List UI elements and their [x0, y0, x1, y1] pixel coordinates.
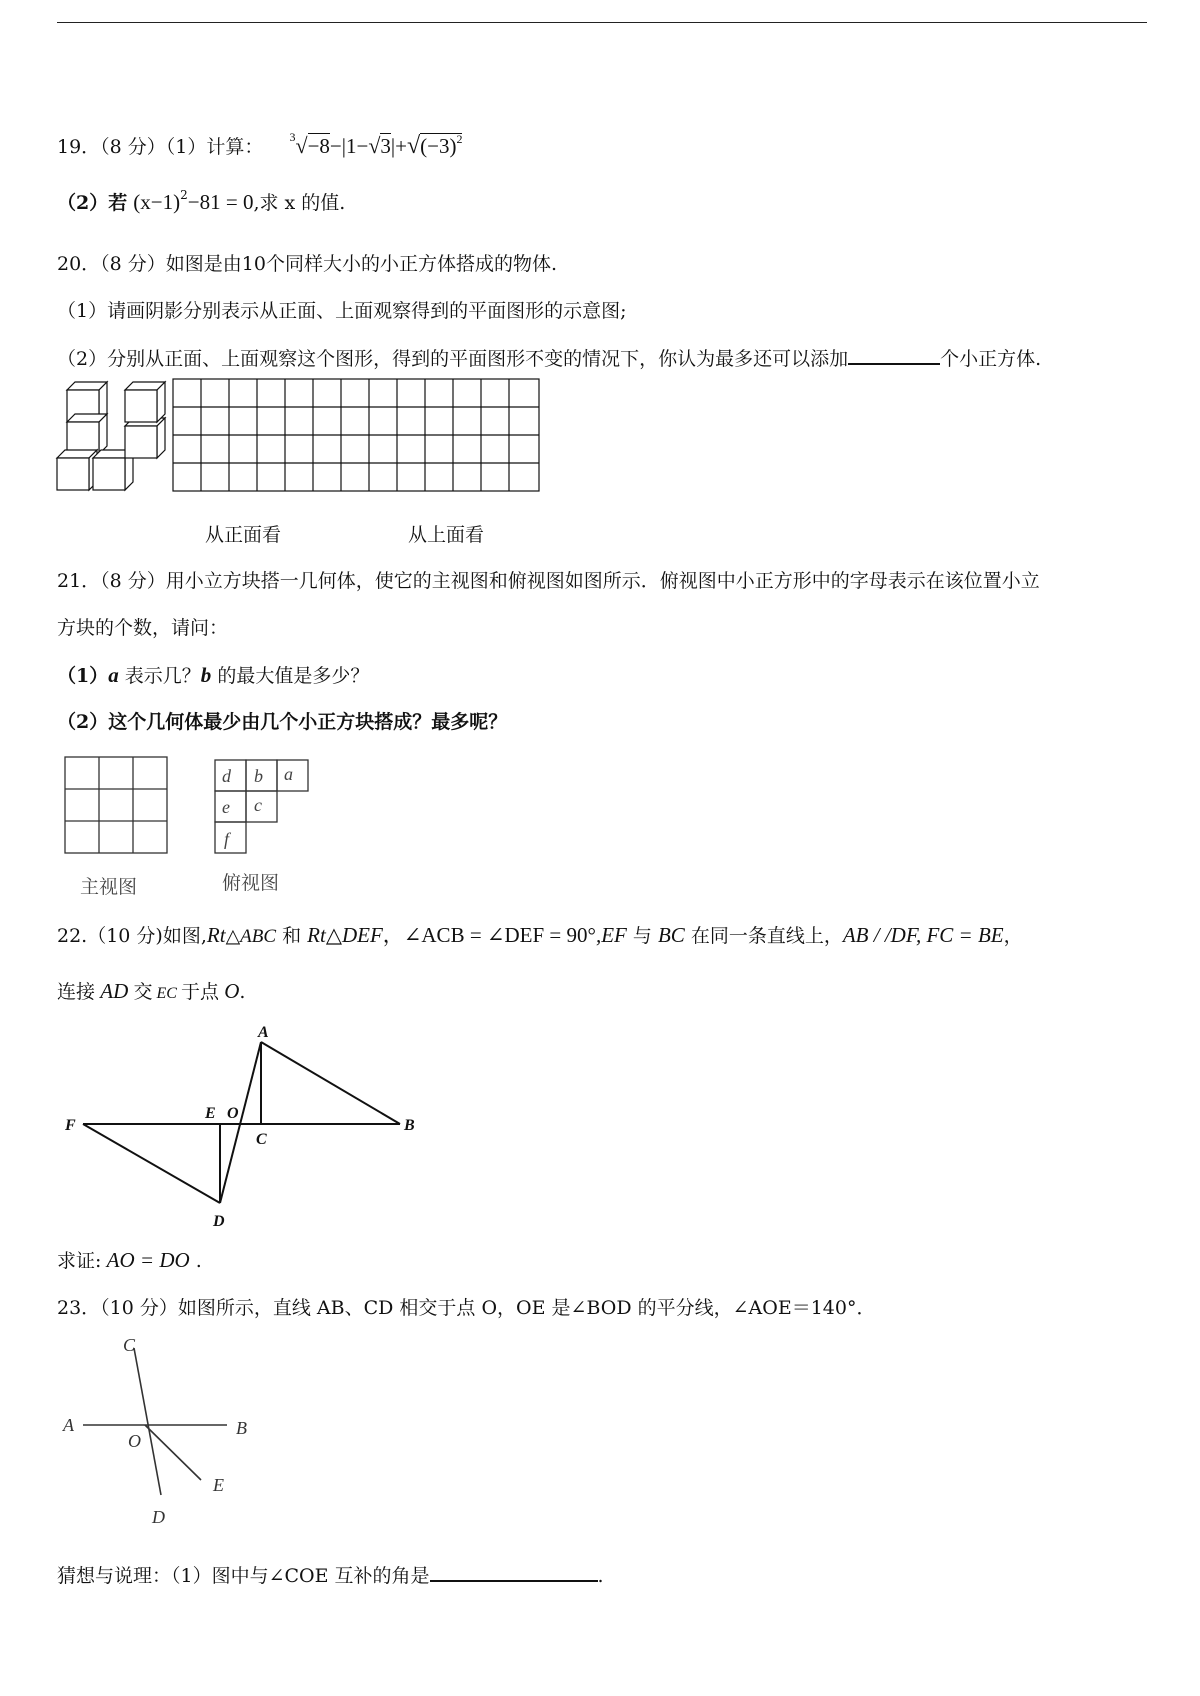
cube — [67, 414, 107, 454]
abs-close: |+ — [390, 134, 407, 158]
label-E: E — [205, 1105, 216, 1122]
q22-same-line: 在同一条直线上， — [684, 925, 843, 947]
q22-figure — [55, 1020, 435, 1240]
q22-he: 和 — [276, 925, 308, 947]
blank-grid — [173, 379, 539, 491]
q19-p2-exp: 2 — [180, 188, 188, 202]
q23-guess — [57, 1562, 604, 1589]
abs-open: −|1− — [329, 134, 369, 158]
q19-p2-expr: (x−1) — [133, 190, 181, 214]
q22-stem-line2 — [57, 978, 245, 1007]
q19-part1 — [57, 124, 462, 160]
q21-p1-text2: 的最大值是多少？ — [211, 665, 370, 687]
label-A: A — [258, 1024, 269, 1041]
cell-e: e — [222, 797, 230, 817]
caption-main-view: 主视图 — [80, 876, 138, 898]
q20-figure — [55, 378, 545, 508]
q23-figure — [55, 1335, 275, 1535]
parallel-eq: AB / /DF, FC = BE — [842, 923, 1004, 947]
cell-c: c — [254, 795, 262, 815]
q22-connect: 连接 — [57, 981, 96, 1003]
q22-stem-line1 — [57, 922, 1023, 950]
q19-part2 — [57, 182, 345, 216]
label-C: C — [123, 1335, 136, 1355]
q22-end: . — [239, 981, 246, 1003]
q22-proof-label: 求证: — [57, 1250, 102, 1272]
cbrt-index: 3 — [289, 130, 296, 144]
seg-ec: EC — [152, 985, 181, 1002]
q23-lines — [83, 1348, 227, 1495]
seg-ef: ,EF — [595, 923, 627, 947]
rt1: Rt — [206, 923, 226, 947]
q22-label: 22.（10 分)如图, — [57, 925, 207, 947]
sqrt-exp: 2 — [456, 132, 463, 146]
cell-a: a — [284, 764, 293, 784]
q22-proof — [57, 1247, 202, 1274]
sqrt-radicand: (−3) — [420, 134, 457, 158]
q20-p2-text: （2）分别从正面、上面观察这个图形，得到的平面图形不变的情况下，你认为最多还可以添加 — [57, 348, 849, 370]
point-o: O — [219, 979, 240, 1003]
angle-eq: ，∠ACB = ∠DEF = 90° — [382, 923, 596, 947]
label-O: O — [128, 1431, 141, 1451]
tri-def: Rt△DEF — [307, 923, 383, 947]
label-C: C — [256, 1131, 267, 1148]
cell-b: b — [254, 766, 263, 786]
label-F: F — [65, 1117, 76, 1134]
cell-d: d — [222, 766, 231, 786]
q19-expression: $^3√-8-|1-√3|+√(-3)^2$ — [289, 130, 463, 159]
q20-part2 — [57, 345, 1041, 372]
label-D: D — [213, 1213, 225, 1230]
cube — [125, 418, 165, 458]
q21-part2 — [57, 709, 507, 735]
label-D: D — [152, 1507, 165, 1527]
caption-front-view: 从正面看 — [205, 524, 282, 546]
q22-proof-end: . — [189, 1250, 202, 1272]
q19-label: 19．（8 分）（1）计算： — [57, 136, 264, 158]
cube — [125, 382, 165, 422]
q21-p1-text1: 表示几？ — [118, 665, 201, 687]
label-B: B — [236, 1418, 247, 1438]
q22-yu: 与 — [626, 925, 658, 947]
seg-bc: BC — [657, 923, 685, 947]
q20-stem: 20．（8 分）如图是由10个同样大小的小正方体搭成的物体. — [57, 253, 558, 275]
caption-plan-view: 俯视图 — [222, 872, 280, 894]
label-E: E — [213, 1475, 224, 1495]
q23-guess-end: . — [597, 1565, 604, 1587]
q23-stem-text: 23．（10 分）如图所示，直线 AB、CD 相交于点 O，OE 是∠BOD 的平分线，∠AOE＝140°． — [57, 1297, 876, 1319]
q21-part1 — [57, 662, 369, 689]
q21-stem-line2: 方块的个数，请问： — [57, 617, 229, 639]
q20-answer-blank[interactable] — [848, 345, 940, 365]
caption-top-view: 从上面看 — [408, 524, 485, 546]
q23-guess-text: 猜想与说理：（1）图中与∠COE 互补的角是 — [57, 1565, 430, 1587]
q19-p2-label: （2）若 — [57, 192, 128, 214]
q21-p1-label: （1） — [57, 665, 109, 687]
q21-p2-text: （2）这个几何体最少由几个小正方块搭成？最多呢？ — [57, 711, 508, 733]
cube — [57, 450, 97, 490]
q20-p2-end: 个小正方体. — [940, 348, 1042, 370]
cube-stack-drawing — [57, 382, 165, 490]
sqrt3: 3 — [380, 134, 391, 158]
q22-proof-expr: AO = DO — [101, 1248, 190, 1272]
cbrt-radicand: −8 — [307, 134, 330, 158]
q19-p2-tail: ,求 x 的值. — [253, 192, 346, 214]
label-A: A — [63, 1415, 74, 1435]
q22-jiao: 交 — [133, 981, 153, 1003]
q19-p2-rest: −81 = 0 — [187, 190, 254, 214]
seg-ad: AD — [95, 979, 134, 1003]
q20-part1: （1）请画阴影分别表示从正面、上面观察得到的平面图形的示意图; — [57, 300, 627, 322]
q21-figures — [60, 752, 340, 892]
q22-comma: ， — [1003, 925, 1023, 947]
q22-yudian: 于点 — [180, 981, 219, 1003]
q23-answer-blank[interactable] — [430, 1562, 598, 1582]
main-view-grid — [65, 757, 167, 853]
var-b: b — [200, 663, 212, 687]
label-B: B — [404, 1117, 415, 1134]
header-rule — [57, 22, 1147, 23]
q23-stem — [57, 1295, 875, 1321]
cell-f: f — [224, 829, 230, 849]
q21-stem-line1: 21．（8 分）用小立方块搭一几何体，使它的主视图和俯视图如图所示．俯视图中小正方形中的字母表示在该位置小立 — [57, 570, 1040, 592]
tri-abc: △ABC — [225, 926, 277, 947]
label-O: O — [227, 1105, 239, 1122]
var-a: a — [108, 663, 119, 687]
q22-lines — [83, 1042, 400, 1203]
